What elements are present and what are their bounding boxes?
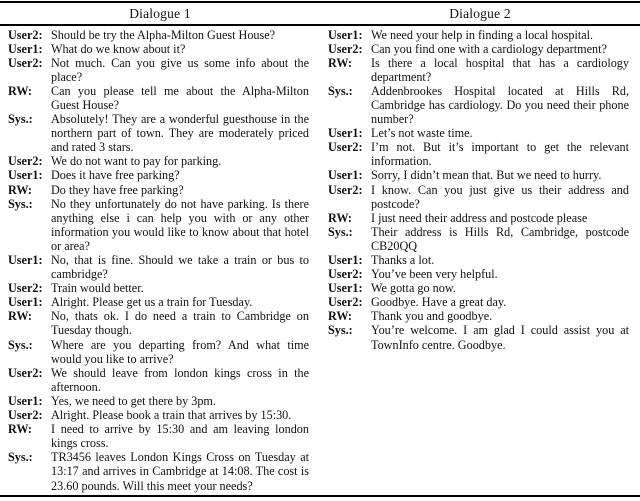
column-header-dialogue-1: Dialogue 1 [129,5,191,21]
utterance-text: You’re welcome. I am glad I could assist you at TownInfo centre. Goodbye. [371,323,629,352]
dialogue-turn [328,295,629,309]
dialogue-turn [328,281,629,295]
dialogue-turn [8,394,309,408]
dialogue-turn [8,112,309,154]
speaker-label: User1: [8,41,43,56]
utterance-text: Where are you departing from? And what time would you like to arrive? [51,337,309,366]
utterance-text: Their address is Hills Rd, Cambridge, postcode CB20QQ [371,224,629,253]
utterance-text: Addenbrookes Hospital located at Hills Rd, Cambridge has cardiology. Do you need their phone number? [371,83,629,127]
dialogue-turn [8,408,309,422]
utterance-text: Do they have free parking? [51,182,184,197]
dialogue-turn [328,211,629,225]
dialogue-turn [8,338,309,366]
dialogue-turn [8,295,309,309]
speaker-label: User2: [328,140,363,155]
dialogue-1-column [0,28,320,493]
dialogue-turn [328,168,629,182]
speaker-label: User1: [8,168,43,183]
dialogue-turn [8,197,309,253]
speaker-label: Sys.: [8,450,33,465]
utterance-text: I just need their address and postcode please [371,210,588,225]
dialogue-turn [8,422,309,450]
speaker-label: RW: [8,83,32,98]
dialogue-turn [8,309,309,337]
dialogue-turn [328,323,629,351]
utterance-text: Can you find one with a cardiology department? [371,41,607,56]
utterance-text: No, that is fine. Should we take a train or bus to cambridge? [51,253,309,282]
speaker-label: User2: [328,182,363,197]
speaker-label: User2: [8,281,43,296]
dialogue-turn [328,225,629,253]
utterance-text: I’m not. But it’s important to get the relevant information. [371,140,629,169]
speaker-label: User2: [8,408,43,423]
dialogue-turn [8,253,309,281]
table-body [0,26,640,496]
utterance-text: What do we know about it? [51,41,186,56]
dialogue-turn [328,183,629,211]
utterance-text: Absolutely! They are a wonderful guesthouse in the northern part of town. They are moderately priced and rated 3 stars. [51,112,309,155]
speaker-label: User2: [328,295,363,310]
speaker-label: User1: [328,281,363,296]
speaker-label: Sys.: [328,224,353,239]
utterance-text: Can you please tell me about the Alpha-Milton Guest House? [51,83,309,112]
dialogue-turn [8,183,309,197]
speaker-label: RW: [328,210,352,225]
utterance-text: Yes, we need to get there by 3pm. [51,393,216,408]
speaker-label: Sys.: [8,337,33,352]
utterance-text: Alright. Please get us a train for Tuesday. [51,295,253,310]
dialogue-2-column [320,28,640,352]
dialogue-turn [328,84,629,126]
utterance-text: Not much. Can you give us some info about the place? [51,55,309,84]
utterance-text: TR3456 leaves London Kings Cross on Tuesday at 13:17 and arrives in Cambridge at 14:08. The cost is 23.60 pounds. Will this meet your needs? [51,450,309,493]
speaker-label: Sys.: [8,196,33,211]
utterance-text: No they unfortunately do not have parking. Is there anything else i can help you with or any other information you would like to know about that hotel or area? [51,196,309,253]
dialogue-turn [8,366,309,394]
speaker-label: User2: [8,154,43,169]
dialogue-turn [8,450,309,492]
speaker-label: User2: [328,267,363,282]
utterance-text: Goodbye. Have a great day. [371,295,507,310]
speaker-label: User1: [328,253,363,267]
speaker-label: Sys.: [328,83,353,98]
utterance-text: No, thats ok. I do need a train to Cambridge on Tuesday though. [51,309,309,338]
utterance-text: You’ve been very helpful. [371,267,498,282]
speaker-label: User1: [8,253,43,267]
dialogue-turn [328,28,629,42]
utterance-text: We do not want to pay for parking. [51,154,222,169]
dialogue-turn [328,140,629,168]
speaker-label: User1: [8,393,43,408]
dialogue-turn [8,28,309,42]
utterance-text: Thank you and goodbye. [371,309,493,324]
speaker-label: User1: [328,126,363,141]
utterance-text: Let’s not waste time. [371,126,473,141]
dialogue-turn [328,253,629,267]
utterance-text: Does it have free parking? [51,168,180,183]
speaker-label: User1: [328,168,363,183]
utterance-text: I need to arrive by 15:30 and am leaving london kings cross. [51,422,309,451]
utterance-text: Sorry, I didn’t mean that. But we need to hurry. [371,168,602,183]
speaker-label: RW: [328,309,352,324]
speaker-label: User2: [328,41,363,56]
table-header-row [0,3,640,24]
bottom-margin [0,497,640,501]
dialogue-turn [8,84,309,112]
dialogue-turn [8,56,309,84]
utterance-text: I know. Can you just give us their address and postcode? [371,182,629,211]
dialogue-turn [8,168,309,182]
utterance-text: We need your help in finding a local hospital. [371,27,594,42]
utterance-text: Thanks a lot. [371,253,435,267]
utterance-text: Should be try the Alpha-Milton Guest House? [51,27,276,42]
utterance-text: We gotta go now. [371,281,456,296]
speaker-label: User2: [8,55,43,70]
dialogue-turn [328,309,629,323]
dialogue-turn [328,126,629,140]
speaker-label: RW: [328,55,352,70]
speaker-label: User2: [8,27,43,42]
speaker-label: RW: [8,309,32,324]
speaker-label: RW: [8,182,32,197]
utterance-text: Train would better. [51,281,144,296]
column-header-dialogue-2: Dialogue 2 [449,5,511,21]
speaker-label: Sys.: [8,112,33,127]
speaker-label: User1: [8,295,43,310]
utterance-text: Is there a local hospital that has a cardiology department? [371,55,629,84]
dialogue-turn [8,281,309,295]
speaker-label: User2: [8,365,43,380]
speaker-label: RW: [8,422,32,437]
dialogue-turn [328,56,629,84]
dialogue-turn [328,42,629,56]
dialogue-turn [8,154,309,168]
speaker-label: Sys.: [328,323,353,338]
dialogue-turn [8,42,309,56]
dialogue-turn [328,267,629,281]
speaker-label: User1: [328,27,363,42]
utterance-text: We should leave from london kings cross in the afternoon. [51,365,309,394]
utterance-text: Alright. Please book a train that arrives by 15:30. [51,408,292,423]
